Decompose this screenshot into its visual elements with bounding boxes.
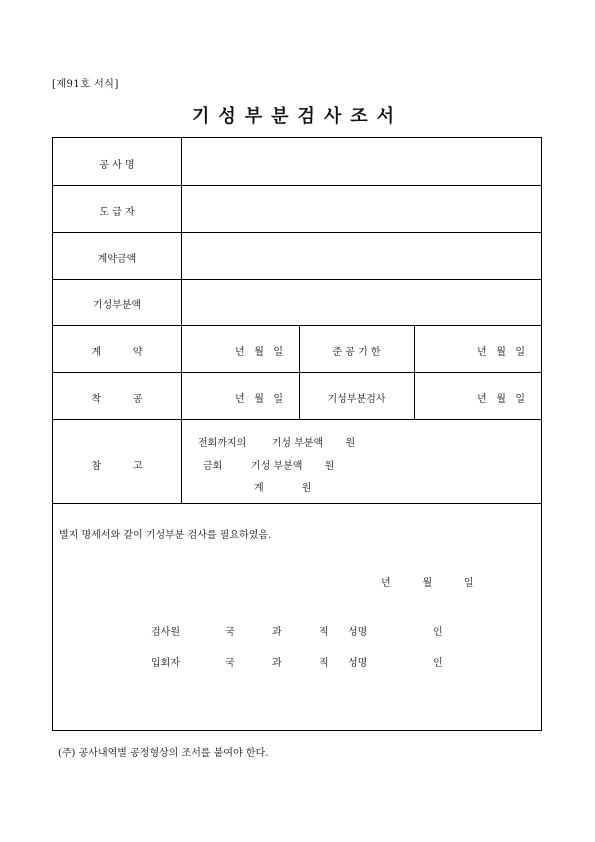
project-name-label: 공 사 명: [99, 160, 135, 171]
start-label: 착 공: [91, 394, 143, 405]
witness-role: 입회자: [151, 658, 180, 669]
inspection-label: 기성부분검사: [327, 394, 386, 405]
label-column-divider: [181, 138, 182, 503]
row-divider: [53, 503, 541, 504]
form-number: [제91호 서식]: [52, 79, 119, 90]
completion-deadline-label: 준 공 기 한: [332, 347, 381, 358]
contract-date: 년 월 일: [235, 347, 284, 358]
row-divider: [53, 279, 541, 280]
completion-deadline-date: 년 월 일: [477, 347, 526, 358]
inspection-form-table: [52, 137, 542, 731]
contractor-label: 도 급 자: [99, 207, 135, 218]
column-divider: [414, 325, 415, 419]
statement-text: 별지 명세서와 같이 기성부분 검사를 필요하였음.: [59, 530, 272, 541]
remarks-previous-amount: 전회까지의 기성 부분액 원: [198, 438, 356, 449]
inspector-position: 직: [319, 627, 329, 638]
completed-amount-label: 기성부분액: [92, 300, 142, 311]
footnote: (주) 공사내역별 공정형상의 조서를 붙여야 한다.: [58, 748, 269, 759]
row-divider: [53, 185, 541, 186]
remarks-total-amount: 계 원: [254, 483, 312, 494]
remarks-current-amount: 금회 기성 부분액 원: [203, 461, 335, 472]
witness-bureau: 국: [225, 658, 235, 669]
witness-seal: 인: [433, 658, 443, 669]
row-divider: [53, 419, 541, 420]
inspector-name-label: 성명: [348, 627, 368, 638]
start-date: 년 월 일: [235, 394, 284, 405]
page-title: 기성부분검사조서: [191, 106, 404, 127]
sign-date: 년 월 일: [381, 578, 474, 589]
row-divider: [53, 372, 541, 373]
inspector-role: 검사원: [151, 627, 180, 638]
contract-label: 계 약: [91, 347, 143, 358]
witness-section: 과: [272, 658, 282, 669]
remarks-label: 참 고: [91, 461, 143, 472]
inspector-section: 과: [272, 627, 282, 638]
contract-amount-label: 계약금액: [97, 254, 137, 265]
inspector-bureau: 국: [225, 627, 235, 638]
witness-position: 직: [319, 658, 329, 669]
inspector-seal: 인: [433, 627, 443, 638]
inspection-date: 년 월 일: [477, 394, 526, 405]
row-divider: [53, 325, 541, 326]
row-divider: [53, 232, 541, 233]
witness-name-label: 성명: [348, 658, 368, 669]
